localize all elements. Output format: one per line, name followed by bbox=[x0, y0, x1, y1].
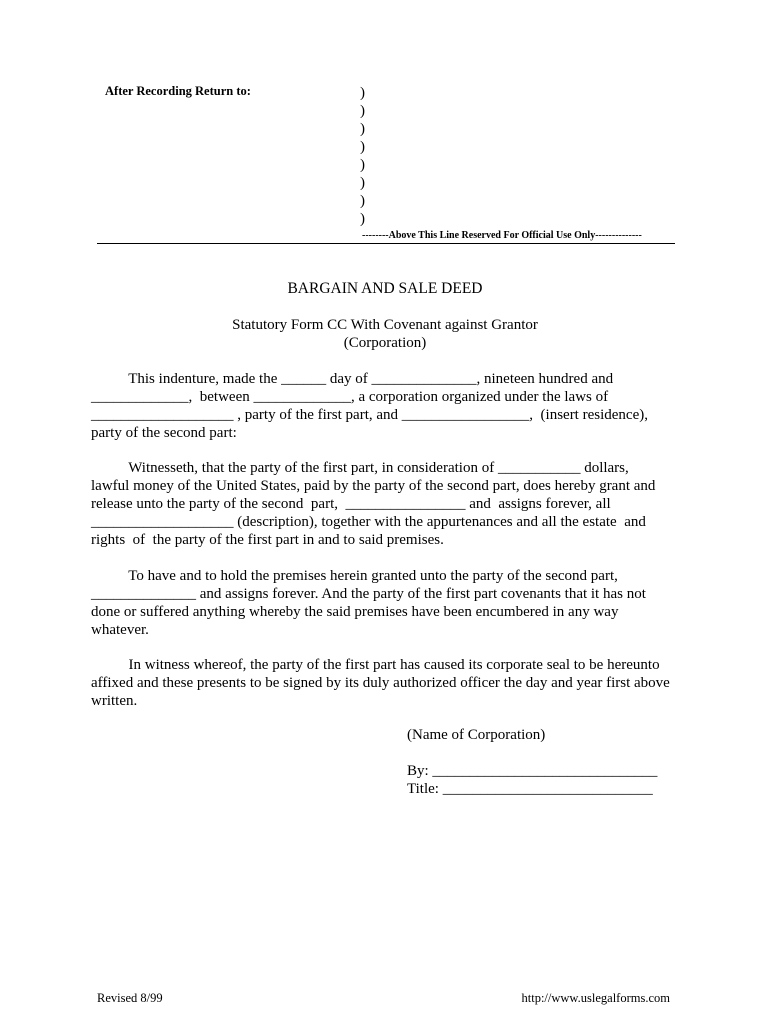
form-subtitle: Statutory Form CC With Covenant against Grantor bbox=[232, 317, 538, 333]
paragraph-line: done or suffered anything whereby the said premises have been encumbered in any way bbox=[91, 604, 619, 620]
by-signature-line: By: ______________________________ bbox=[407, 763, 658, 779]
bracket-line: ) bbox=[360, 193, 365, 209]
bracket-line: ) bbox=[360, 157, 365, 173]
paragraph-line: written. bbox=[91, 693, 138, 709]
paragraph-line: party of the second part: bbox=[91, 425, 237, 441]
paragraph-line: This indenture, made the ______ day of ______________, nineteen hundred and bbox=[91, 371, 614, 387]
paragraph-line: To have and to hold the premises herein granted unto the party of the second part, bbox=[91, 568, 618, 584]
title-signature-line: Title: ____________________________ bbox=[407, 781, 653, 797]
paragraph-line: rights of the party of the first part in and to said premises. bbox=[91, 532, 444, 548]
bracket-line: ) bbox=[360, 211, 365, 227]
source-url: http://www.uslegalforms.com bbox=[521, 991, 670, 1005]
bracket-line: ) bbox=[360, 85, 365, 101]
habendum-paragraph bbox=[91, 567, 691, 639]
paragraph-line: ___________________ (description), together with the appurtenances and all the estate and bbox=[91, 514, 646, 530]
revision-note: Revised 8/99 bbox=[97, 991, 163, 1005]
official-use-note: --------Above This Line Reserved For Official Use Only-------------- bbox=[362, 230, 642, 241]
recording-divider bbox=[97, 243, 675, 244]
indenture-paragraph bbox=[91, 370, 691, 442]
witness-whereof-paragraph bbox=[91, 656, 691, 710]
form-type: (Corporation) bbox=[343, 335, 427, 351]
bracket-line: ) bbox=[360, 121, 365, 137]
paragraph-line: whatever. bbox=[91, 622, 149, 638]
paragraph-line: _____________, between _____________, a corporation organized under the laws of bbox=[91, 389, 609, 405]
document-title: BARGAIN AND SALE DEED bbox=[287, 280, 483, 297]
paragraph-line: affixed and these presents to be signed by its duly authorized officer the day and year first above bbox=[91, 675, 670, 691]
witnesseth-paragraph bbox=[91, 459, 691, 549]
paragraph-line: Witnesseth, that the party of the first part, in consideration of ___________ dollars, bbox=[91, 460, 629, 476]
paragraph-line: lawful money of the United States, paid by the party of the second part, does hereby grant and bbox=[91, 478, 656, 494]
bracket-line: ) bbox=[360, 103, 365, 119]
bracket-line: ) bbox=[360, 139, 365, 155]
paragraph-line: In witness whereof, the party of the first part has caused its corporate seal to be hereunto bbox=[91, 657, 660, 673]
corporation-name-placeholder: (Name of Corporation) bbox=[407, 727, 546, 743]
paragraph-line: ___________________ , party of the first part, and _________________, (insert residence), bbox=[91, 407, 648, 423]
paragraph-line: release unto the party of the second part, ________________ and assigns forever, all bbox=[91, 496, 611, 512]
paragraph-line: ______________ and assigns forever. And the party of the first part covenants that it has not bbox=[91, 586, 646, 602]
bracket-line: ) bbox=[360, 175, 365, 191]
return-address-label: After Recording Return to: bbox=[105, 84, 251, 98]
